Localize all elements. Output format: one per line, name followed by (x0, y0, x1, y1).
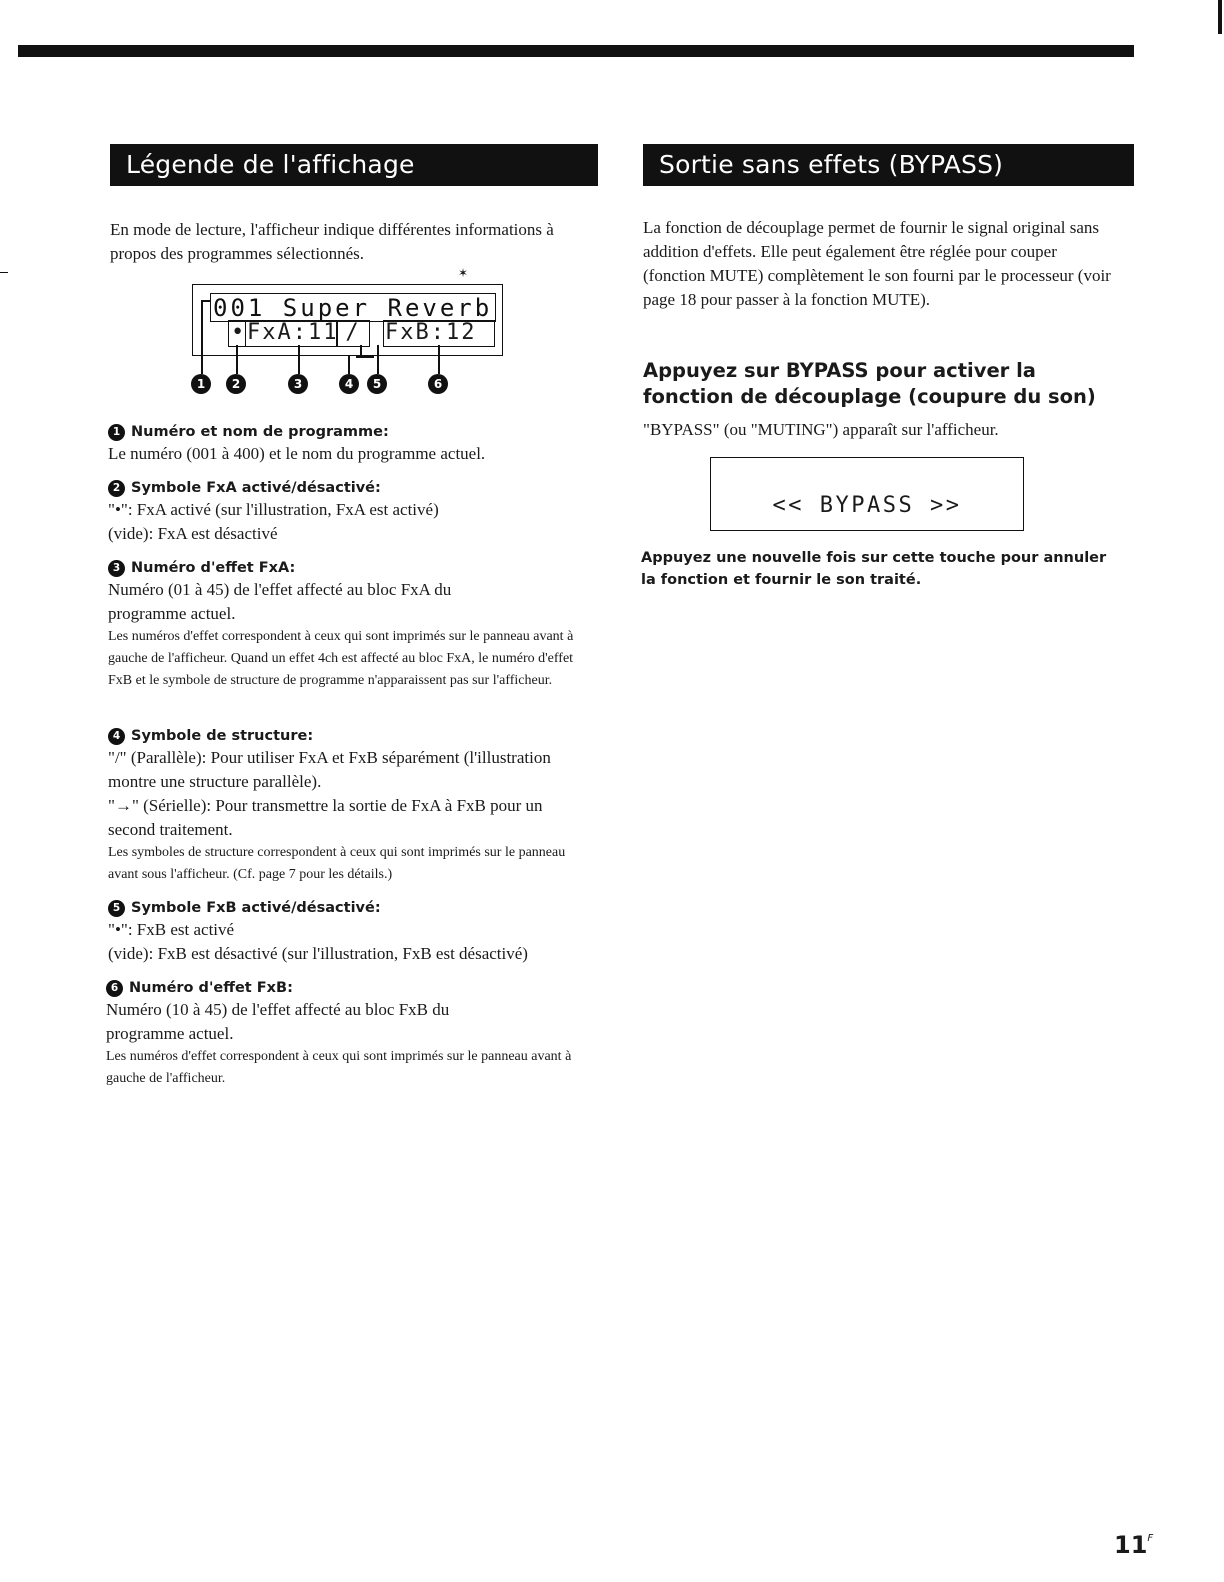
display-intro-text: En mode de lecture, l'afficheur indique différentes informations à propos des programmes sélectionnés. (110, 220, 554, 263)
callout-5: 5 (367, 374, 387, 394)
legend-item-body: (vide): FxA est désactivé (108, 524, 278, 543)
section-header-bypass: Sortie sans effets (BYPASS) (643, 144, 1134, 186)
bypass-instruction-heading: Appuyez sur BYPASS pour activer la fonction de découplage (coupure du son) (643, 359, 1096, 408)
legend-item-title (108, 558, 593, 578)
legend-item-body: Le numéro (001 à 400) et le nom du programme actuel. (108, 444, 486, 463)
legend-item-title (106, 978, 591, 998)
item-number-badge: 5 (108, 900, 125, 917)
leader-line (201, 300, 211, 302)
legend-item-title-text: Numéro d'effet FxA: (131, 560, 296, 576)
bypass-cancel-note: Appuyez une nouvelle fois sur cette touche pour annuler la fonction et fournir le son traité. (641, 550, 1107, 588)
legend-item-title-text: Numéro d'effet FxB: (129, 980, 293, 996)
legend-item-body: Numéro (10 à 45) de l'effet affecté au bloc FxB du programme actuel. (106, 1000, 450, 1043)
decorative-mark: ✶ (458, 266, 469, 280)
top-rule (18, 45, 1134, 57)
item-number-badge: 3 (108, 560, 125, 577)
legend-item-title-text: Symbole FxB activé/désactivé: (131, 900, 381, 916)
legend-item-body: Numéro (01 à 45) de l'effet affecté au bloc FxA du programme actuel. (108, 580, 452, 623)
legend-item-title-text: Symbole FxA activé/désactivé: (131, 480, 381, 496)
legend-item-note: Les numéros d'effet correspondent à ceux qui sont imprimés sur le panneau avant à gauche de l'afficheur. (106, 1049, 572, 1086)
legend-item-note: Les numéros d'effet correspondent à ceux qui sont imprimés sur le panneau avant à gauche de l'afficheur. Quand un effet 4ch est affecté au bloc FxA, le numéro d'effet FxB et le symbole de structure de programme n'apparaissent pas sur l'afficheur. (108, 629, 574, 688)
page-language-suffix: F (1147, 1533, 1154, 1544)
lcd-fxa-number: FxA:11 (247, 320, 339, 345)
section-header-display-legend: Légende de l'affichage (110, 144, 598, 186)
legend-item-title (108, 478, 593, 498)
legend-item (108, 898, 593, 966)
crop-mark (0, 272, 8, 273)
leader-line (356, 356, 374, 358)
legend-item (108, 558, 593, 692)
bypass-display-illustration: << BYPASS >> (710, 457, 1024, 531)
page-number-value: 11 (1114, 1531, 1148, 1559)
page-number (1114, 1531, 1153, 1559)
legend-item (108, 422, 593, 466)
item-number-badge: 1 (108, 424, 125, 441)
legend-item-body: "•": FxA activé (sur l'illustration, FxA est activé) (108, 500, 439, 519)
leader-line (201, 300, 203, 374)
legend-item-body: "/" (Parallèle): Pour utiliser FxA et FxB séparément (l'illustration montre une structure parallèle). (108, 748, 551, 791)
legend-item-body: (vide): FxB est désactivé (sur l'illustration, FxB est désactivé) (108, 944, 528, 963)
leader-line (438, 345, 440, 374)
bypass-display-note: "BYPASS" (ou "MUTING") apparaît sur l'afficheur. (643, 420, 999, 439)
callout-3: 3 (288, 374, 308, 394)
legend-item-note: Les symboles de structure correspondent à ceux qui sont imprimés sur le panneau avant sous l'afficheur. (Cf. page 7 pour les détails.) (108, 845, 566, 882)
item-number-badge: 4 (108, 728, 125, 745)
legend-item-title (108, 422, 593, 442)
leader-line (298, 345, 300, 374)
legend-item-title-text: Numéro et nom de programme: (131, 424, 389, 440)
leader-line (236, 345, 238, 374)
lcd-structure-symbol: / (336, 320, 370, 347)
leader-line (377, 345, 379, 374)
leader-line (360, 345, 362, 357)
legend-item (108, 478, 593, 546)
legend-item-title (108, 726, 593, 746)
legend-item (108, 726, 593, 886)
legend-item-title-text: Symbole de structure: (131, 728, 314, 744)
crop-mark (1218, 0, 1222, 34)
callout-1: 1 (191, 374, 211, 394)
item-number-badge: 2 (108, 480, 125, 497)
item-number-badge: 6 (106, 980, 123, 997)
legend-item-body: "•": FxB est activé (108, 920, 235, 939)
callout-2: 2 (226, 374, 246, 394)
leader-line (348, 356, 350, 374)
legend-item (106, 978, 591, 1090)
lcd-fxb-number: FxB:12 (383, 320, 495, 347)
lcd-fxa-dot: • (228, 320, 246, 347)
legend-item-title (108, 898, 593, 918)
callout-6: 6 (428, 374, 448, 394)
legend-item-body: "→" (Sérielle): Pour transmettre la sortie de FxA à FxB pour un second traitement. (108, 796, 543, 839)
bypass-intro-text: La fonction de découplage permet de fournir le signal original sans addition d'effets. Elle peut également être réglée pour couper (fonction MUTE) complètement le son fourni par le processeur (voir page 18 pour passer à la fonction MUTE). (643, 218, 1111, 309)
callout-4: 4 (339, 374, 359, 394)
lcd-line-program: 001 Super Reverb (210, 293, 496, 322)
